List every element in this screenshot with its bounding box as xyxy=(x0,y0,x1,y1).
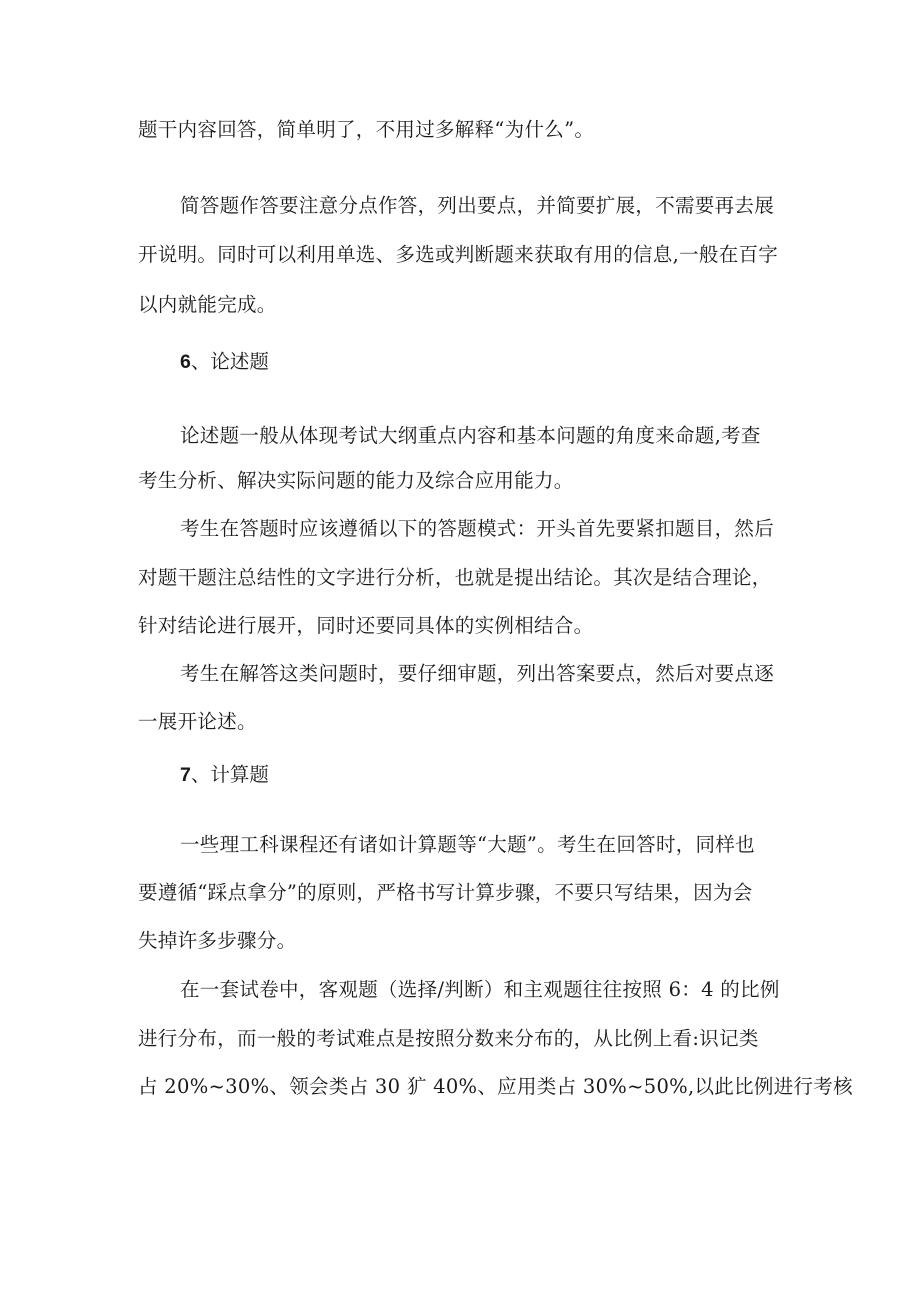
paragraph-line: 以内就能完成。 xyxy=(138,293,277,316)
section-number: 7 xyxy=(180,764,191,786)
paragraph-line: 占 20%~30%、领会类占 30 犷 40%、应用类占 30%~50%,以此比例进行考核 xyxy=(138,1075,853,1098)
paragraph-line: 论述题一般从体现考试大纲重点内容和基本问题的角度来命题,考查 xyxy=(180,424,761,447)
paragraph-line: 进行分布，而一般的考试难点是按照分数来分布的，从比例上看:识记类 xyxy=(138,1027,759,1050)
paragraph-line: 考生分析、解决实际问题的能力及综合应用能力。 xyxy=(138,469,574,492)
section-number: 6 xyxy=(180,351,191,373)
section-title: 、论述题 xyxy=(190,350,269,373)
paragraph-line: 在一套试卷中，客观题（选择/判断）和主观题往往按照 6：4 的比例 xyxy=(180,978,780,1001)
paragraph-line: 一展开论述。 xyxy=(138,710,257,733)
paragraph-line: 一些理工科课程还有诸如计算题等“大题”。考生在回答时，同样也 xyxy=(180,833,755,856)
paragraph-line: 考生在答题时应该遵循以下的答题模式：开头首先要紧扣题目，然后 xyxy=(180,517,775,540)
paragraph-line: 考生在解答这类问题时，要仔细审题，列出答案要点，然后对要点逐 xyxy=(180,662,775,685)
section-heading-6 xyxy=(180,350,269,374)
paragraph-line: 针对结论进行展开，同时还要同具体的实例相结合。 xyxy=(138,614,594,637)
section-heading-7 xyxy=(180,763,269,787)
section-title: 、计算题 xyxy=(190,763,269,786)
paragraph-line: 简答题作答要注意分点作答，列出要点，并简要扩展，不需要再去展 xyxy=(180,194,775,217)
paragraph-line: 题干内容回答，简单明了，不用过多解释“为什么”。 xyxy=(138,118,595,141)
paragraph-line: 要遵循“踩点拿分”的原则，严格书写计算步骤，不要只写结果，因为会 xyxy=(138,881,753,904)
paragraph-line: 开说明。同时可以利用单选、多选或判断题来获取有用的信息,一般在百字 xyxy=(138,243,779,266)
paragraph-line: 对题干题注总结性的文字进行分析，也就是提出结论。其次是结合理论， xyxy=(138,566,772,589)
paragraph-line: 失掉许多步骤分。 xyxy=(138,929,297,952)
